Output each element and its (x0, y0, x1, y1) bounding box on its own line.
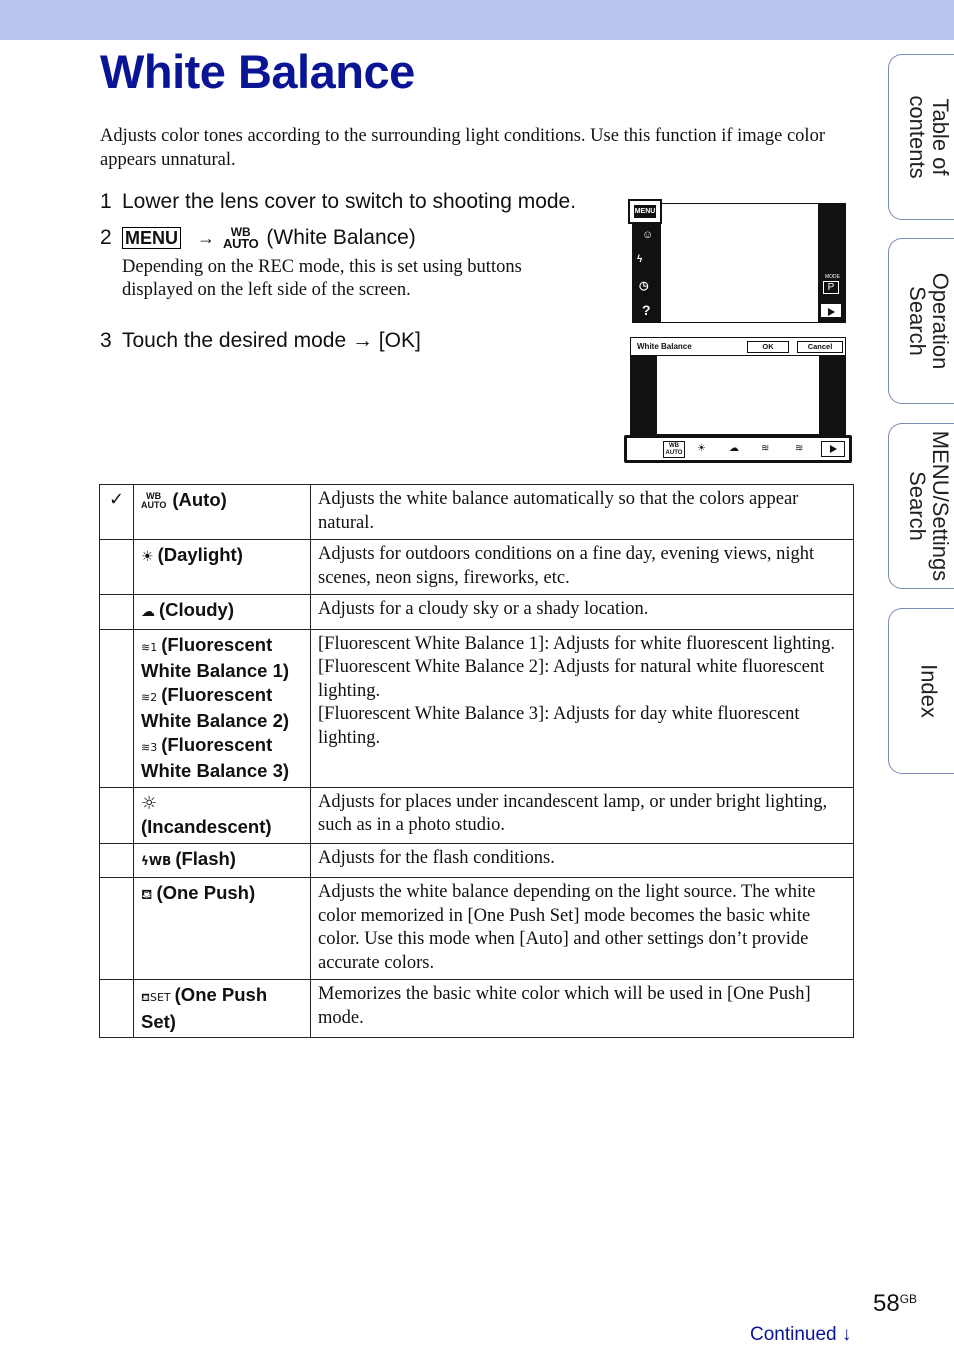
wb-bottom: AUTO (141, 500, 167, 511)
daylight-icon: ☀ (141, 549, 154, 565)
tab-menu-settings-search[interactable] (888, 423, 954, 589)
fluorescent-1-icon: ≋1 (141, 640, 158, 654)
mode-description: Adjusts for places under incandescent lamp, or under bright lighting, such as in a photo studio. (311, 787, 854, 843)
one-push-set-icon: ⛾SET (141, 991, 171, 1004)
help-icon: ? (642, 302, 651, 318)
step-text: Lower the lens cover to switch to shooting mode. (122, 190, 577, 213)
mode-name-text: (Fluorescent White Balance 1) (141, 633, 290, 681)
step-2-note: Depending on the REC mode, this is set using buttons displayed on the left side of the screen. (122, 257, 522, 300)
mode-description (311, 629, 854, 787)
tab-table-of-contents[interactable] (888, 54, 954, 220)
mode-description: Memorizes the basic white color which will be used in [One Push] mode. (311, 980, 854, 1038)
white-balance-modes-table (99, 484, 854, 1038)
tab-index[interactable] (888, 608, 954, 774)
wb-screen (630, 337, 846, 435)
check-cell (100, 843, 134, 878)
check-cell (100, 540, 134, 595)
mode-description: Adjusts the white balance automatically so that the colors appear natural. (311, 485, 854, 540)
top-bar (0, 0, 954, 40)
timer-icon: ◷ (639, 280, 649, 292)
step-3 (100, 329, 421, 353)
camera-screen-illustration-2 (624, 337, 852, 465)
wb-top: WB (669, 443, 679, 449)
check-cell (100, 629, 134, 787)
menu-button-highlight (628, 199, 662, 224)
right-button-bar (818, 204, 845, 322)
mode-name (134, 980, 311, 1038)
arrow-icon: → (197, 227, 215, 248)
right-bar (819, 356, 845, 434)
table-row (100, 787, 854, 843)
cloudy-icon: ☁ (729, 443, 739, 454)
next-icon (821, 441, 845, 457)
tab-operation-search[interactable] (888, 238, 954, 404)
mode-name-text: (Cloudy) (159, 599, 235, 620)
mode-name-text: (Auto) (172, 489, 227, 510)
step-1 (100, 190, 576, 214)
check-cell (100, 980, 134, 1038)
flash-off-icon: ϟ (637, 254, 643, 265)
table-row (100, 485, 854, 540)
wb-top: WB (146, 491, 162, 502)
table-row (100, 843, 854, 878)
wb-icon-top: WB (230, 225, 251, 239)
check-cell (100, 787, 134, 843)
default-check-icon: ✓ (100, 485, 134, 540)
fluorescent-2-icon: ≋2 (141, 690, 158, 704)
mode-description: Adjusts for a cloudy sky or a shady location. (311, 595, 854, 630)
mode-label: MODE (825, 274, 840, 280)
mode-name (134, 629, 311, 787)
wb-icon-bottom: AUTO (223, 236, 259, 251)
flash-icon: ϟWB (141, 853, 172, 868)
mode-description: Adjusts for the flash conditions. (311, 843, 854, 878)
table-row (100, 595, 854, 630)
camera-screen (632, 203, 846, 323)
step-2 (100, 226, 416, 250)
mode-description: Adjusts for outdoors conditions on a fine day, evening views, night scenes, neon signs, fireworks, etc. (311, 540, 854, 595)
fluorescent-1-description: [Fluorescent White Balance 1]: Adjusts for white fluorescent lighting. (318, 633, 836, 654)
step-text: Touch the desired mode → [OK] (122, 329, 421, 352)
one-push-icon: ⛾ (141, 887, 153, 903)
mode-description: Adjusts the white balance depending on the light source. The white color memorized in [One Push Set] mode becomes the basic white color. Use this mode when [Auto] and other settings don’t provide accurate colors. (311, 878, 854, 980)
page-number-suffix: GB (899, 1292, 918, 1306)
mode-name-text: (One Push) (156, 882, 256, 903)
camera-screen-illustration-1 (628, 200, 848, 325)
left-bar (631, 356, 657, 434)
playback-icon (821, 304, 841, 317)
cloudy-icon: ☁ (141, 604, 155, 620)
continued-link[interactable]: Continued ↓ (750, 1324, 852, 1345)
fluorescent-3-icon: ≋3 (141, 740, 158, 754)
table-row (100, 980, 854, 1038)
wb-auto-icon (141, 492, 166, 510)
wb-auto-icon (663, 441, 685, 458)
intro-text: Adjusts color tones according to the surrounding light conditions. Use this function if image color appears unnatural. (100, 126, 825, 170)
mode-name (134, 878, 311, 980)
mode-name-text: (Daylight) (157, 544, 243, 565)
daylight-icon: ☀ (697, 443, 706, 454)
fluorescent-2-icon: ≋ (795, 443, 804, 454)
smile-icon: ☺ (642, 229, 654, 241)
tab-label: Operation Search (904, 272, 953, 370)
table-row (100, 878, 854, 980)
mode-name-text: (Fluorescent White Balance 3) (141, 733, 290, 781)
wb-screen-title: White Balance (637, 342, 692, 351)
mode-name-text: (Fluorescent White Balance 2) (141, 683, 290, 731)
check-cell (100, 595, 134, 630)
tab-label: Index (916, 664, 941, 718)
page-title: White Balance (100, 45, 415, 98)
step-number: 2 (100, 226, 112, 249)
wb-auto-icon (223, 226, 258, 250)
mode-name (134, 485, 311, 540)
step-number: 1 (100, 190, 112, 213)
tab-label: MENU/Settings Search (904, 430, 953, 582)
fluorescent-1-icon: ≋ (761, 443, 770, 454)
mode-name (134, 843, 311, 878)
mode-name-text: (Incandescent) (141, 816, 272, 837)
step-number: 3 (100, 329, 112, 352)
fluorescent-2-description: [Fluorescent White Balance 2]: Adjusts for natural white fluorescent lighting. (318, 657, 825, 701)
table-row (100, 540, 854, 595)
menu-key-icon: MENU (122, 227, 181, 249)
mode-name-text: (Flash) (175, 847, 236, 869)
program-mode-icon: P (823, 281, 839, 294)
mode-name (134, 595, 311, 630)
step-text: (White Balance) (266, 226, 416, 249)
mode-name (134, 540, 311, 595)
wb-mode-strip (624, 435, 852, 463)
fluorescent-3-description: [Fluorescent White Balance 3]: Adjusts for day white fluorescent lighting. (318, 704, 800, 748)
menu-icon: MENU (634, 205, 656, 218)
cancel-button: Cancel (797, 341, 843, 353)
table-row (100, 629, 854, 787)
mode-name (134, 787, 311, 843)
page-number-value: 58 (873, 1290, 900, 1317)
ok-button: OK (747, 341, 789, 353)
wb-bottom: AUTO (665, 450, 683, 456)
page-number (873, 1290, 917, 1318)
incandescent-icon: ☼ (141, 792, 158, 814)
tab-label: Table of contents (904, 95, 953, 179)
check-cell (100, 878, 134, 980)
wb-screen-header (631, 338, 845, 356)
mode-name-text: (One Push Set) (141, 984, 268, 1032)
